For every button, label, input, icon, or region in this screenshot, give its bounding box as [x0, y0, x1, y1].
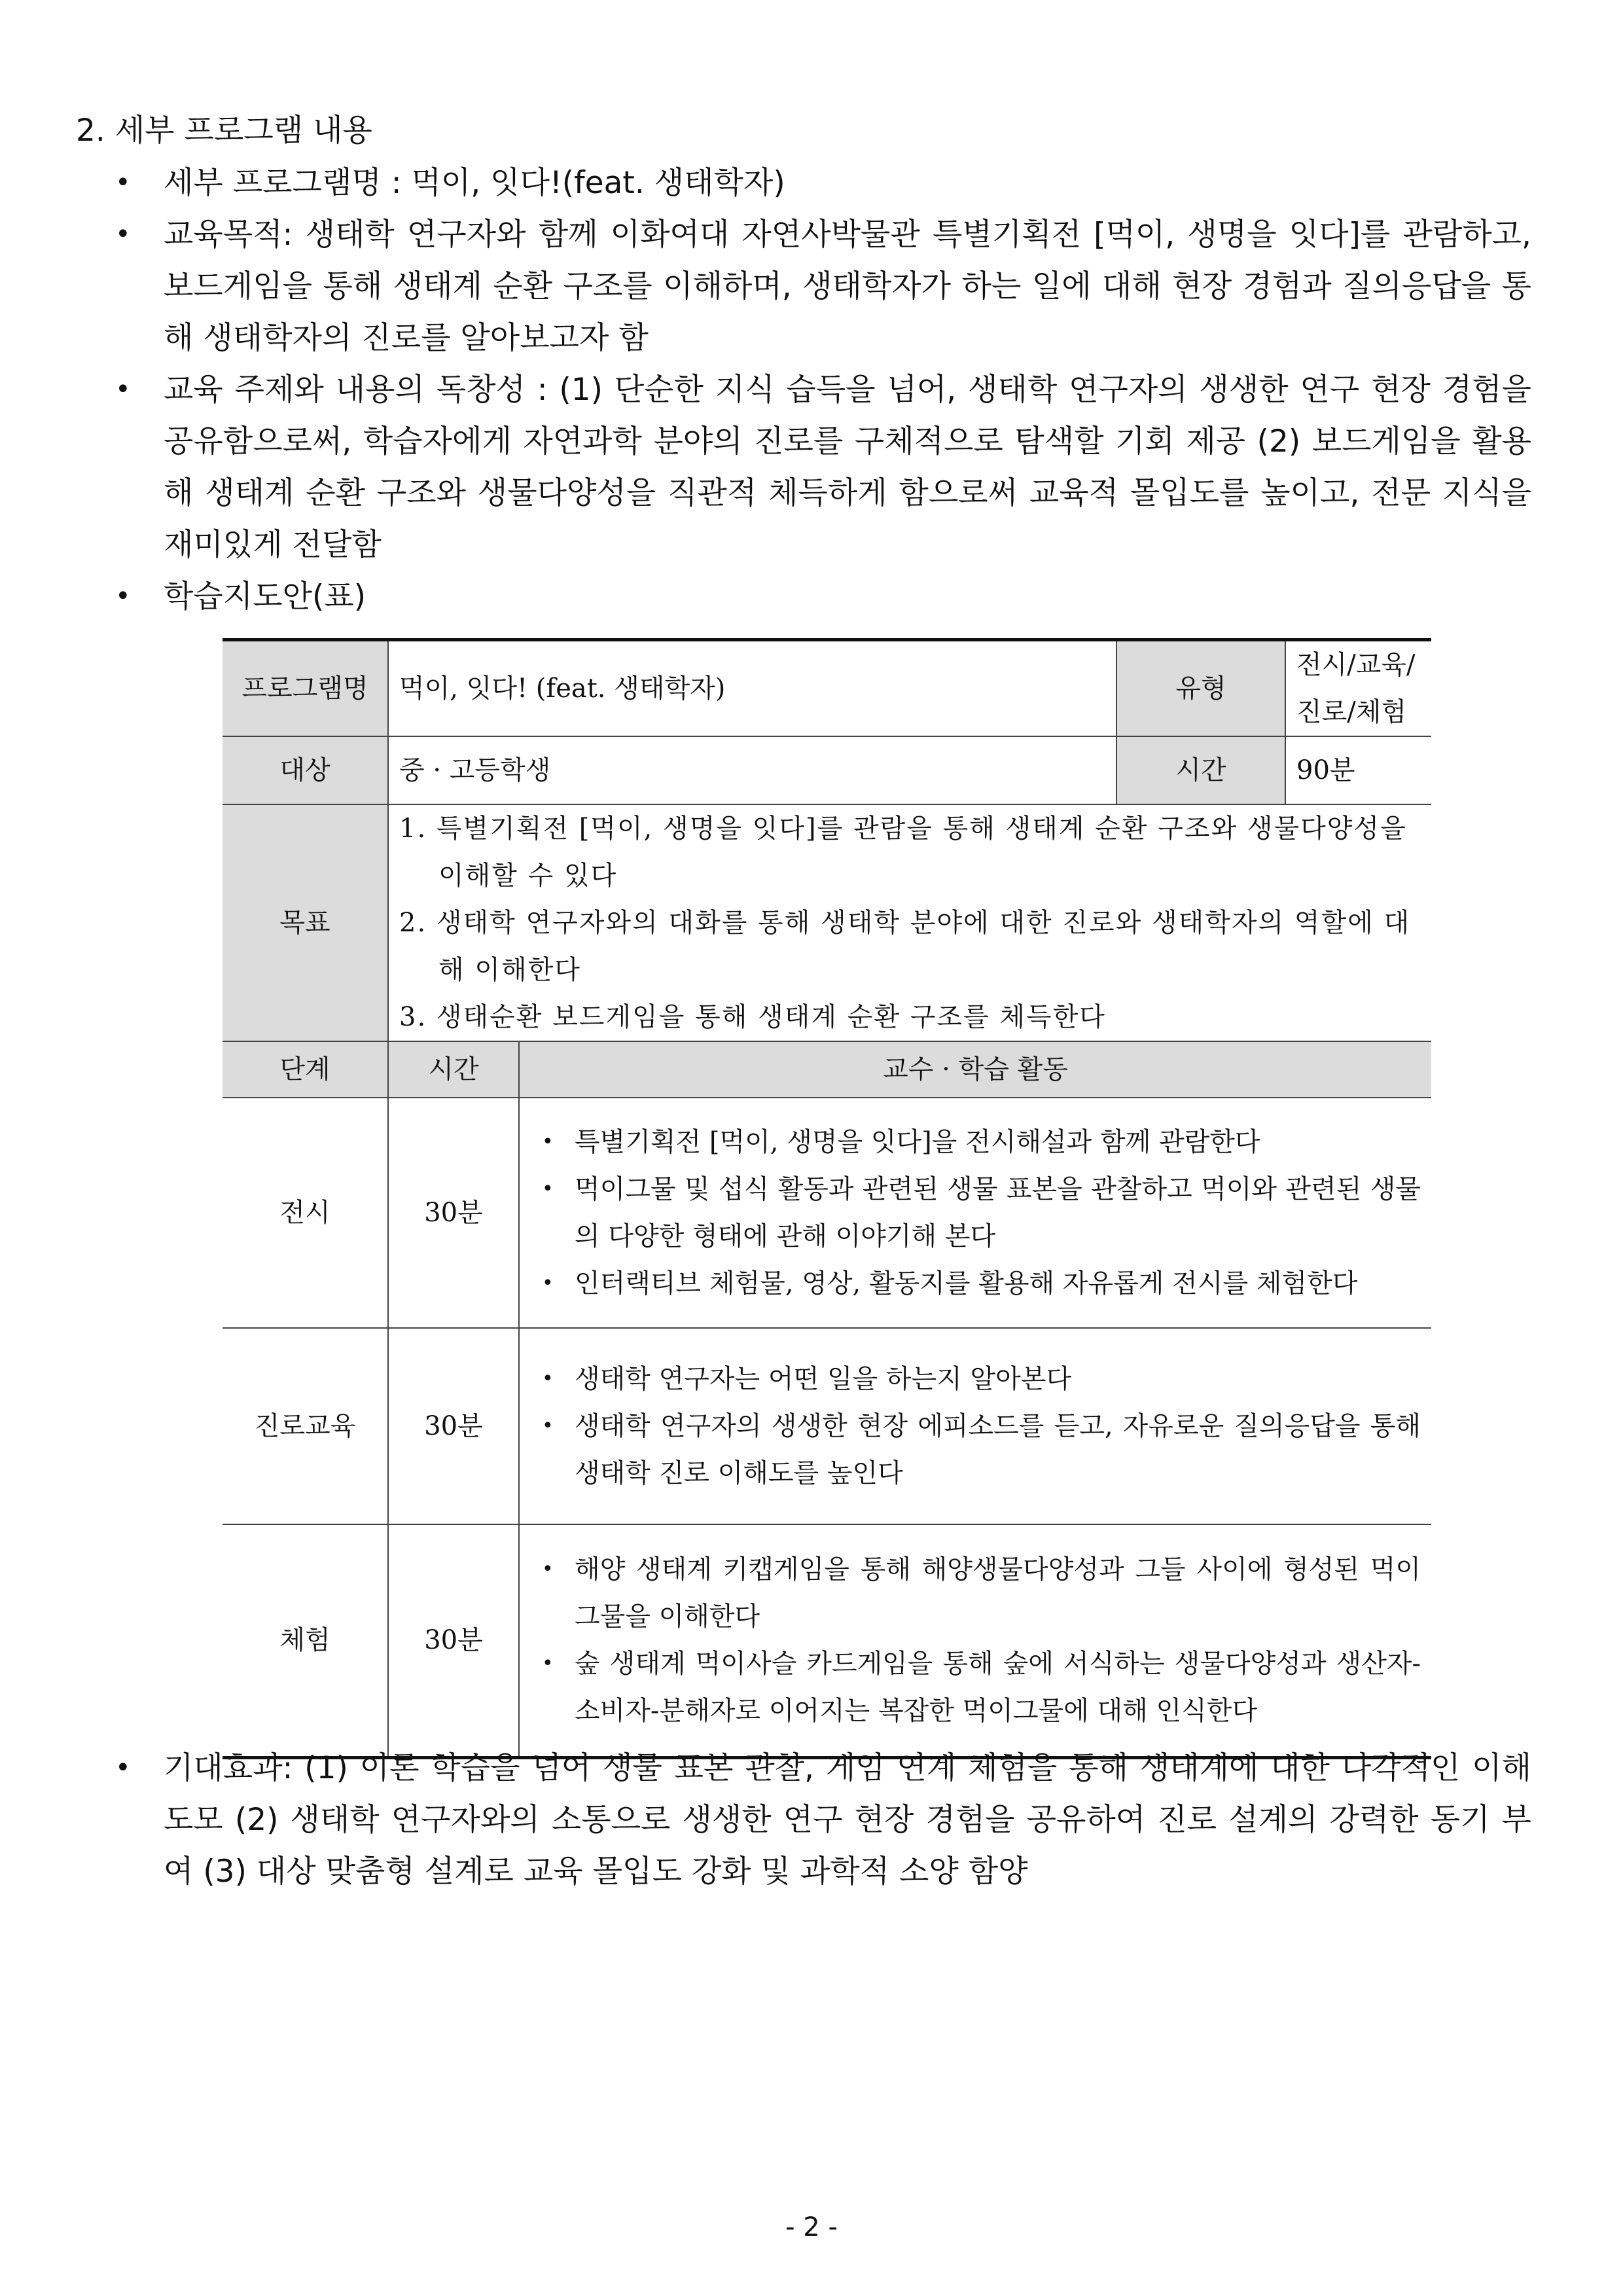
program-bullet-list [111, 157, 1531, 622]
bullet-originality: • 교육 주제와 내용의 독창성 : (1) 단순한 지식 습득을 넘어, 생태학 연구자의 생생한 연구 현장 경험을 공유함으로써, 학습자에게 자연과학 분야의 진로를 구체적으로 탐색할 기회 제공 (2) 보드게임을 활용해 생태계 순환 구조와 생물다양성을 직관적 체득하게 함으로써 교육적 몰입도를 높이고, 전문 지식을 재미있게 전달함 [111, 364, 1531, 571]
bullet-dot-icon: • [542, 1652, 554, 1676]
goal-item: 1. 특별기획전 [먹이, 생명을 잇다]를 관람을 통해 생태계 순환 구조와 생물다양성을 이해할 수 있다 [399, 814, 1407, 891]
program-name-value: 먹이, 잇다! (feat. 생태학자) [388, 640, 1116, 737]
stage-name: 체험 [223, 1524, 388, 1757]
goal-item: 2. 생태학 연구자와의 대화를 통해 생태학 분야에 대한 진로와 생태학자의 역할에 대해 이해한다 [399, 908, 1411, 985]
list-item: • 인터랙티브 체험물, 영상, 활동지를 활용해 자유롭게 전시를 체험한다 [530, 1260, 1421, 1307]
list-item: • 생태학 연구자는 어떤 일을 하는지 알아본다 [530, 1355, 1421, 1403]
list-item: • 생태학 연구자의 생생한 현장 에피소드를 듣고, 자유로운 질의응답을 통해 생태학 진로 이해도를 높인다 [530, 1403, 1421, 1497]
table-row [223, 1098, 1431, 1328]
bullet-dot-icon: • [115, 219, 131, 249]
stage-name: 진로교육 [223, 1328, 388, 1524]
bullet-dot-icon: • [115, 581, 131, 611]
type-value: 전시/교육/진로/체험 [1285, 640, 1431, 737]
bullet-expected-effects: • 기대효과: (1) 이론 학습을 넘어 생물 표본 관찰, 게임 연계 체험을 통해 생태계에 대한 다각적인 이해 도모 (2) 생태학 연구자와의 소통으로 생생한 연구 현장 경험을 공유하여 진로 설계의 강력한 동기 부여 (3) 대상 맞춤형 설계로 교육 몰입도 강화 및 과학적 소양 함양 [111, 1742, 1531, 1897]
table-row [223, 1041, 1431, 1098]
lesson-plan-table [223, 638, 1431, 1759]
stage-activities [519, 1328, 1431, 1524]
stage-activities [519, 1524, 1431, 1757]
target-value: 중 · 고등학생 [388, 736, 1116, 804]
stage-activities [519, 1098, 1431, 1328]
bullet-lesson-plan: • 학습지도안(표) [111, 571, 1531, 622]
bullet-dot-icon: • [542, 1367, 554, 1390]
bullet-dot-icon: • [542, 1177, 554, 1200]
stage-time: 30분 [388, 1524, 519, 1757]
page-number: - 2 - [785, 2212, 838, 2242]
expected-effects-list [111, 1742, 1531, 1897]
list-item: • 해양 생태계 키캡게임을 통해 해양생물다양성과 그들 사이에 형성된 먹이그물을 이해한다 [530, 1546, 1421, 1640]
goal-list [388, 804, 1431, 1041]
bullet-program-name: • 세부 프로그램명 : 먹이, 잇다!(feat. 생태학자) [111, 157, 1531, 209]
activity-header: 교수 · 학습 활동 [519, 1041, 1431, 1098]
list-item: • 숲 생태계 먹이사슬 카드게임을 통해 숲에 서식하는 생물다양성과 생산자-소비자-분해자로 이어지는 복잡한 먹이그물에 대해 인식한다 [530, 1640, 1421, 1734]
time-label: 시간 [1116, 736, 1285, 804]
goal-label: 목표 [223, 804, 388, 1041]
target-label: 대상 [223, 736, 388, 804]
table-row [223, 1328, 1431, 1524]
stage-time: 30분 [388, 1098, 519, 1328]
bullet-dot-icon: • [115, 168, 131, 198]
table-row [223, 804, 1431, 1041]
stage-header: 단계 [223, 1041, 388, 1098]
time-value: 90분 [1285, 736, 1431, 804]
bullet-dot-icon: • [542, 1414, 554, 1437]
type-label: 유형 [1116, 640, 1285, 737]
bullet-dot-icon: • [115, 374, 131, 404]
bullet-education-purpose: • 교육목적: 생태학 연구자와 함께 이화여대 자연사박물관 특별기획전 [먹이, 생명을 잇다]를 관람하고, 보드게임을 통해 생태계 순환 구조를 이해하며, 생태학자가 하는 일에 대해 현장 경험과 질의응답을 통해 생태학자의 진로를 알아보고자 함 [111, 209, 1531, 364]
table-row [223, 736, 1431, 804]
list-item: • 먹이그물 및 섭식 활동과 관련된 생물 표본을 관찰하고 먹이와 관련된 생물의 다양한 형태에 관해 이야기해 본다 [530, 1166, 1421, 1260]
goal-item: 3. 생태순환 보드게임을 통해 생태계 순환 구조를 체득한다 [399, 1002, 1106, 1032]
list-item: • 특별기획전 [먹이, 생명을 잇다]을 전시해설과 함께 관람한다 [530, 1119, 1421, 1166]
table-row [223, 1524, 1431, 1757]
table-row [223, 640, 1431, 737]
bullet-dot-icon: • [115, 1753, 131, 1783]
program-name-label: 프로그램명 [223, 640, 388, 737]
stage-time: 30분 [388, 1328, 519, 1524]
bullet-dot-icon: • [542, 1272, 554, 1295]
stage-name: 전시 [223, 1098, 388, 1328]
bullet-dot-icon: • [542, 1558, 554, 1581]
stage-time-header: 시간 [388, 1041, 519, 1098]
section-title: 2. 세부 프로그램 내용 [76, 113, 372, 149]
bullet-dot-icon: • [542, 1130, 554, 1153]
